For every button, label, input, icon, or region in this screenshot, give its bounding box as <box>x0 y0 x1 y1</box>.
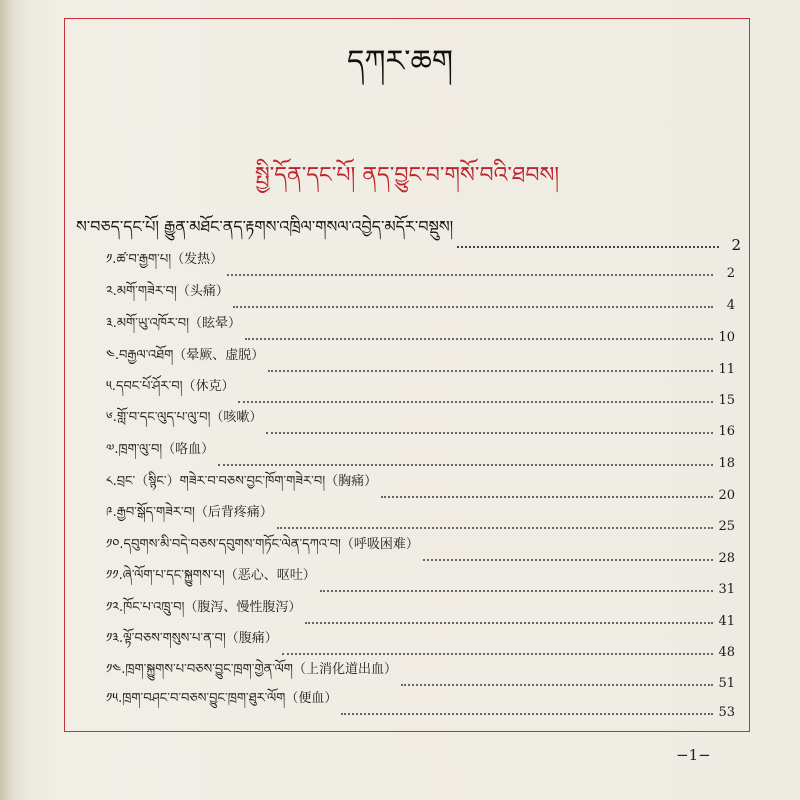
toc-entry-label: ༢.མགོ་གཟེར་བ།（头痛） <box>106 284 229 299</box>
toc-entry-label: ༤.བརྒྱལ་འཐོག（晕厥、虚脱） <box>106 348 265 363</box>
dot-leader <box>227 274 713 276</box>
toc-entry-page: 53 <box>718 705 735 720</box>
toc-entry-label: ༡༤.ཁྲག་སྐྱུགས་པ་བཅས་བྱུང་ཁྲག་གྱེན་ལོག（上消化道出血） <box>106 662 397 677</box>
toc-entry-label: ༡༠.དབུགས་མི་བདེ་བཅས་དབུགས་གཏོང་ལེན་དཀའ་བ།（呼吸困难） <box>106 537 419 552</box>
toc-entry-label: ༨.བྲང་（སྙིང་）གཟེར་བ་བཅས་བྱང་ཁོག་གཟེར་བ།（胸痛） <box>106 474 378 489</box>
dot-leader <box>238 401 713 403</box>
toc-entry-page: 18 <box>718 456 735 471</box>
dot-leader <box>268 370 713 372</box>
dot-leader <box>401 684 713 686</box>
dot-leader <box>233 306 713 308</box>
toc-entry-page: 10 <box>718 330 735 345</box>
toc-entry-label: ༡༢.ཁོང་པ་འཁྲུ་བ།（腹泻、慢性腹泻） <box>106 600 302 615</box>
toc-entry-label: ༦.གློ་བ་དང་ལུད་པ་ལུ་བ།（咳嗽） <box>106 410 263 425</box>
dot-leader <box>423 559 713 561</box>
toc-entry-label: ༡.ཚ་བ་རྒྱག་པ།（发热） <box>106 252 224 267</box>
toc-entry-page: 15 <box>718 393 735 408</box>
page-number: −1− <box>676 746 711 764</box>
toc-entry-label: ༣.མགོ་ཡུ་འཁོར་བ།（眩晕） <box>106 316 241 331</box>
toc-entry-page: 20 <box>718 488 735 503</box>
dot-leader <box>320 590 713 592</box>
section-heading: སྤྱི་དོན་དང་པོ། ནད་བྱུང་བ་གསོ་བའི་ཐབས། <box>254 163 560 188</box>
toc-entry-page: 48 <box>718 645 735 660</box>
toc-entry-page: 41 <box>718 614 735 629</box>
book-binding <box>0 0 14 800</box>
toc-entry <box>106 691 735 720</box>
dot-leader <box>305 622 713 624</box>
toc-entry-page: 31 <box>718 582 735 597</box>
toc-entry-label: ༧.ཁྲག་ལུ་བ།（咯血） <box>106 442 215 457</box>
toc-entry-label: ༡༡.ཞེ་ལོག་པ་དང་སྐྱུགས་པ།（恶心、呕吐） <box>106 568 316 583</box>
toc-entry-page: 11 <box>718 362 735 377</box>
toc-entry-page: 25 <box>718 519 735 534</box>
dot-leader <box>266 432 713 434</box>
dot-leader <box>341 713 713 715</box>
toc-entry-page: 16 <box>718 424 735 439</box>
dot-leader <box>457 246 719 248</box>
page-title: དཀར་ཆག <box>347 44 453 79</box>
toc-entry-page: 28 <box>718 551 735 566</box>
chapter-label: ས་བཅད་དང་པོ། རྒྱུན་མཐོང་ནད་རྟགས་འཁྲིལ་གསལ་འབྱེད་མདོར་བསྡུས། <box>76 217 454 236</box>
toc-entry-page: 4 <box>726 298 735 313</box>
toc-entry-label: ༡༣.ལྟོ་བཅས་གསུས་པ་ན་བ།（腹痛） <box>106 631 278 646</box>
dot-leader <box>245 338 713 340</box>
dot-leader <box>381 496 713 498</box>
toc-entry-page: 51 <box>718 676 735 691</box>
toc-entry-label: ༡༥.ཁྲག་བཤང་བ་བཅས་བྱུང་ཁྲག་ཐུར་ལོག（便血） <box>106 691 338 706</box>
toc-entry-label: ༩.རྒྱབ་སྒོད་གཟེར་བ།（后背疼痛） <box>106 505 273 520</box>
chapter-page-number: 2 <box>731 236 741 254</box>
toc-entry-page: 2 <box>726 266 735 281</box>
toc-entry-label: ༥.དབང་པོ་ཤོར་བ།（休克） <box>106 379 235 394</box>
